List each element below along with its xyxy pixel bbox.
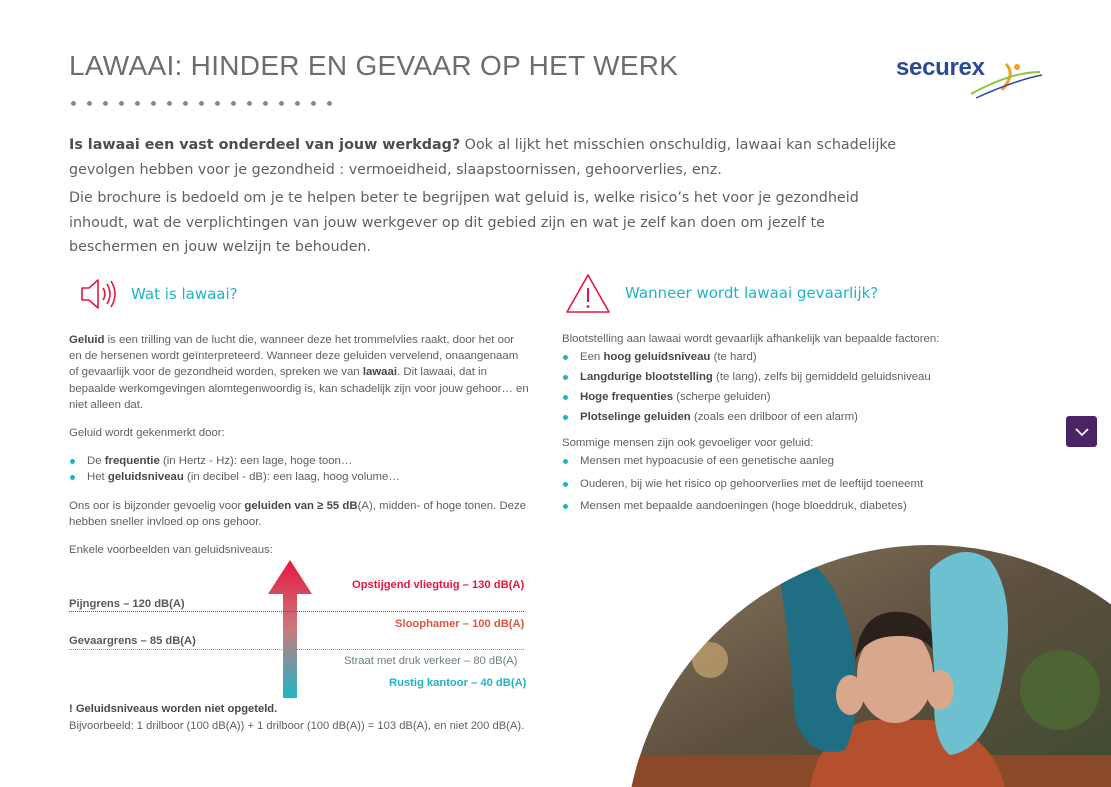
title-divider-dots: [71, 101, 332, 106]
section-heading-what-is-noise: [79, 276, 238, 312]
characteristics-list: [69, 453, 529, 485]
list-item: Langdurige blootstelling (te lang), zelfs bij gemiddeld geluidsniveau: [562, 369, 962, 385]
danger-threshold-line: [69, 649, 524, 650]
intro-text: Ook al lijkt het misschien onschuldig, lawaai kan schadelijke gevolgen hebben voor je gezondheid : vermoeidheid, slaapstoornissen, gehoorverlies, enz.: [69, 137, 896, 178]
sensitive-list: [562, 453, 962, 514]
sensitive-intro: Sommige mensen zijn ook gevoeliger voor geluid:: [562, 437, 814, 450]
factors-intro: Blootstelling aan lawaai wordt gevaarlijk afhankelijk van bepaalde factoren:: [562, 333, 940, 345]
scale-label-plane: Opstijgend vliegtuig – 130 dB(A): [352, 579, 525, 591]
factors-list: [562, 349, 962, 425]
footnote-title: ! Geluidsniveaus worden niet opgeteld.: [69, 703, 278, 715]
right-column: [562, 331, 962, 521]
list-item: De frequentie (in Hertz - Hz): een lage, hoge toon…: [69, 453, 529, 469]
speaker-icon: [79, 276, 117, 312]
footnote-text: Bijvoorbeeld: 1 drilboor (100 dB(A)) + 1 drilboor (100 dB(A)) = 103 dB(A), en niet 200 dB(A).: [69, 719, 525, 732]
examples-intro: Enkele voorbeelden van geluidsniveaus:: [69, 544, 273, 557]
intro-paragraph-2: Die brochure is bedoeld om je te helpen beter te begrijpen wat geluid is, welke risico’s het voor je gezondheid inhoudt, wat de verplichtingen van jouw werkgever op dit gebied zijn en wat je zelf kan doen om jezelf te beschermen en jouw welzijn te behouden.: [69, 190, 859, 255]
footnote: [69, 701, 524, 734]
scale-label-office: Rustig kantoor – 40 dB(A): [389, 677, 527, 689]
sensitivity-paragraph: Ons oor is bijzonder gevoelig voor geluiden van ≥ 55 dB(A), midden- of hoge tonen. Deze hebben sneller invloed op ons gehoor.: [69, 499, 527, 528]
list-item: Mensen met hypoacusie of een genetische aanleg: [562, 453, 962, 469]
scroll-down-button[interactable]: [1066, 416, 1097, 447]
scale-label-danger-threshold: Gevaargrens – 85 dB(A): [69, 635, 196, 647]
intro-paragraph-1: [69, 133, 904, 182]
intro-lead: Is lawaai een vast onderdeel van jouw werkdag?: [69, 137, 461, 153]
noise-definition: Geluid is een trilling van de lucht die, wanneer deze het trommelvlies raakt, door het oor en de hersenen wordt geïnterpreteerd. Wanneer deze geluiden vervelend, onaangenaam of gevaarlijk voor de gezondheid worden, spreken we van lawaai. Dit lawaai, dat in bepaalde werkomgevingen alomtegenwoordig is, kan schadelijk zijn voor jouw gehoor… en niet alleen dat.: [69, 334, 529, 411]
chevron-down-icon: [1074, 427, 1090, 437]
left-column: [69, 332, 529, 570]
list-item: Het geluidsniveau (in decibel - dB): een laag, hoog volume…: [69, 469, 529, 485]
sound-level-arrow: [266, 558, 314, 700]
list-item: Een hoog geluidsniveau (te hard): [562, 349, 962, 365]
list-item: Mensen met bepaalde aandoeningen (hoge bloeddruk, diabetes): [562, 498, 962, 514]
page-title: LAWAAI: HINDER EN GEVAAR OP HET WERK: [69, 50, 679, 81]
list-item: Ouderen, bij wie het risico op gehoorverlies met de leeftijd toeneemt: [562, 476, 962, 492]
section-heading-when-dangerous: [565, 272, 878, 314]
scale-label-jackhammer: Sloophamer – 100 dB(A): [395, 618, 525, 630]
list-item: Plotselinge geluiden (zoals een drilboor of een alarm): [562, 409, 962, 425]
pain-threshold-line: [69, 611, 524, 612]
section-title: Wanneer wordt lawaai gevaarlijk?: [625, 284, 879, 302]
warning-icon: [565, 272, 611, 314]
section-title: Wat is lawaai?: [131, 285, 238, 303]
securex-logo[interactable]: [896, 50, 1046, 102]
logo-text: securex: [896, 54, 985, 81]
woman-covering-ears-photo: [630, 540, 1111, 787]
characteristics-intro: Geluid wordt gekenmerkt door:: [69, 427, 225, 440]
scale-label-street: Straat met druk verkeer – 80 dB(A): [344, 655, 518, 667]
scale-label-pain-threshold: Pijngrens – 120 dB(A): [69, 598, 185, 610]
logo-swoosh-icon: [896, 50, 1046, 102]
list-item: Hoge frequenties (scherpe geluiden): [562, 389, 962, 405]
